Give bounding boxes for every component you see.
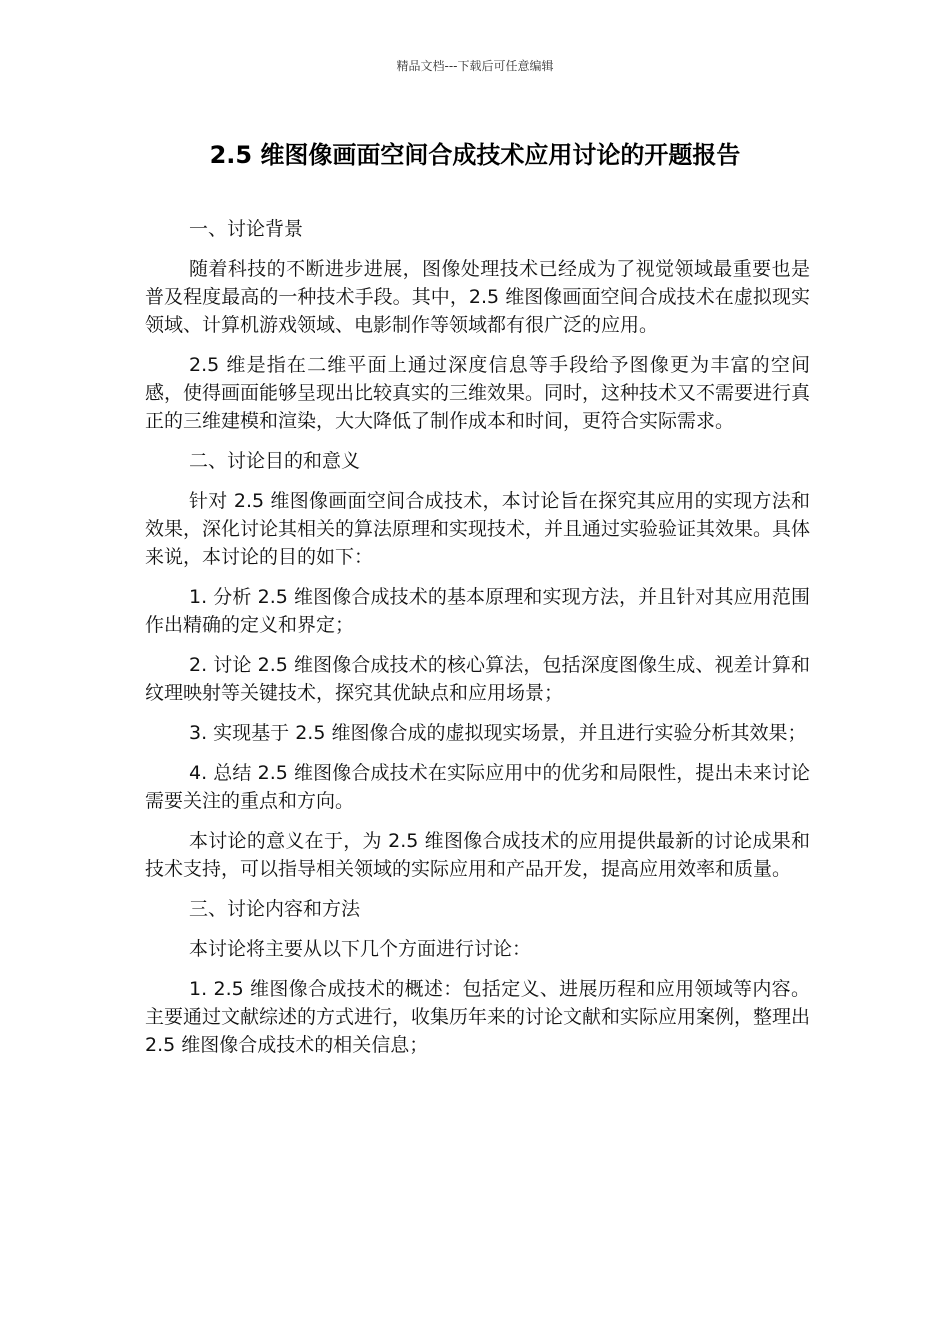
document-title: 2.5 维图像画面空间合成技术应用讨论的开题报告: [209, 141, 741, 169]
list-item: 1. 2.5 维图像合成技术的概述：包括定义、进展历程和应用领域等内容。主要通过文献综述的方式进行，收集历年来的讨论文献和实际应用案例，整理出 2.5 维图像合成技术的相关信息；: [145, 978, 811, 1056]
paragraph: 随着科技的不断进步进展，图像处理技术已经成为了视觉领域最重要也是普及程度最高的一种技术手段。其中，2.5 维图像画面空间合成技术在虚拟现实领域、计算机游戏领域、电影制作等领域都有很广泛的应用。: [145, 258, 810, 336]
page-header: 精品文档---下载后可任意编辑: [396, 59, 554, 73]
paragraph: 本讨论的意义在于，为 2.5 维图像合成技术的应用提供最新的讨论成果和技术支持，可以指导相关领域的实际应用和产品开发，提高应用效率和质量。: [145, 830, 810, 880]
list-item: 4. 总结 2.5 维图像合成技术在实际应用中的优劣和局限性，提出未来讨论需要关注的重点和方向。: [145, 762, 810, 812]
paragraph: 2.5 维是指在二维平面上通过深度信息等手段给予图像更为丰富的空间感，使得画面能够呈现出比较真实的三维效果。同时，这种技术又不需要进行真正的三维建模和渲染，大大降低了制作成本和时间，更符合实际需求。: [145, 354, 811, 432]
section-heading-background: 一、讨论背景: [189, 218, 304, 240]
section-heading-content: 三、讨论内容和方法: [189, 898, 361, 920]
paragraph: 针对 2.5 维图像画面空间合成技术，本讨论旨在探究其应用的实现方法和效果，深化讨论其相关的算法原理和实现技术，并且通过实验验证其效果。具体来说，本讨论的目的如下：: [145, 490, 811, 568]
list-item: 2. 讨论 2.5 维图像合成技术的核心算法，包括深度图像生成、视差计算和纹理映射等关键技术，探究其优缺点和应用场景；: [145, 654, 810, 704]
list-item: 3. 实现基于 2.5 维图像合成的虚拟现实场景，并且进行实验分析其效果；: [189, 722, 807, 744]
document-body: [145, 215, 810, 1071]
section-heading-purpose: 二、讨论目的和意义: [189, 450, 361, 472]
paragraph: 本讨论将主要从以下几个方面进行讨论：: [189, 938, 532, 960]
list-item: 1. 分析 2.5 维图像合成技术的基本原理和实现方法，并且针对其应用范围作出精确的定义和界定；: [145, 586, 810, 636]
